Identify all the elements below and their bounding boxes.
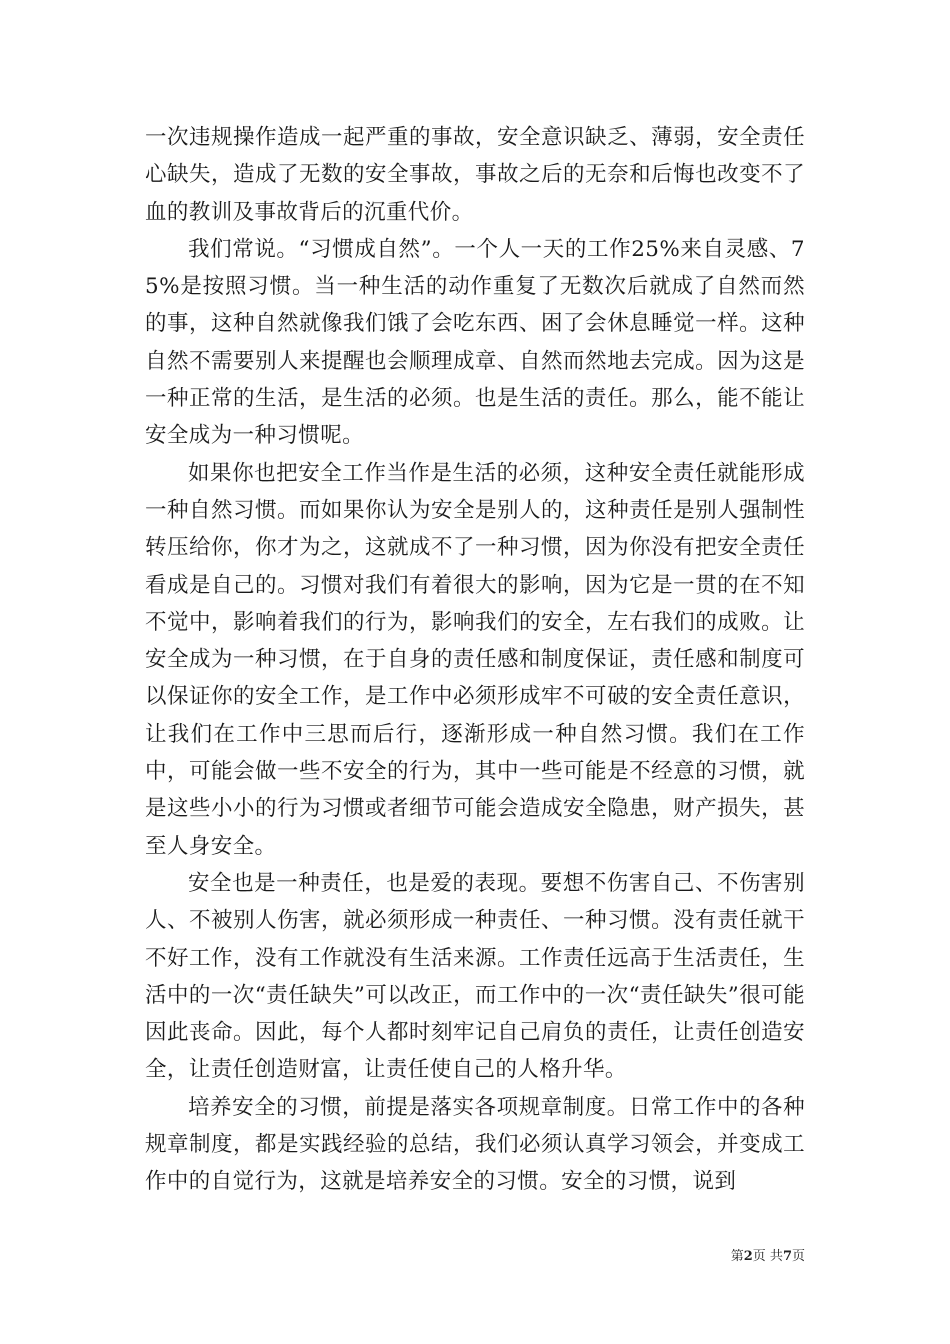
total-page-number: 7: [782, 1249, 792, 1264]
paragraph-3: 如果你也把安全工作当作是生活的必须，这种安全责任就能形成一种自然习惯。而如果你认为安全是别人的，这种责任是别人强制性转压给你，你才为之，这就成不了一种习惯，因为你没有把安全责任看成是自己的。习惯对我们有着很大的影响，因为它是一贯的在不知不觉中，影响着我们的行为，影响我们的安全，左右我们的成败。让安全成为一种习惯，在于自身的责任感和制度保证，责任感和制度可以保证你的安全工作，是工作中必须形成牢不可破的安全责任意识，让我们在工作中三思而后行，逐渐形成一种自然习惯。我们在工作中，可能会做一些不安全的行为，其中一些可能是不经意的习惯，就是这些小小的行为习惯或者细节可能会造成安全隐患，财产损失，甚至人身安全。: [145, 460, 805, 859]
paragraph-2: 我们常说。“习惯成自然”。一个人一天的工作25%来自灵感、75%是按照习惯。当一种生活的动作重复了无数次后就成了自然而然的事，这种自然就像我们饿了会吃东西、困了会休息睡觉一样。这种自然不需要别人来提醒也会顺理成章、自然而然地去完成。因为这是一种正常的生活，是生活的必须。也是生活的责任。那么，能不能让安全成为一种习惯呢。: [145, 236, 805, 449]
paragraph-5: 培养安全的习惯，前提是落实各项规章制度。日常工作中的各种规章制度，都是实践经验的总结，我们必须认真学习领会，并变成工作中的自觉行为，这就是培养安全的习惯。安全的习惯，说到: [145, 1094, 805, 1195]
footer-suffix: 页: [791, 1249, 805, 1264]
paragraph-1: 一次违规操作造成一起严重的事故，安全意识缺乏、薄弱，安全责任心缺失，造成了无数的安全事故，事故之后的无奈和后悔也改变不了血的教训及事故背后的沉重代价。: [145, 125, 805, 225]
paragraph-4: 安全也是一种责任，也是爱的表现。要想不伤害自己、不伤害别人、不被别人伤害，就必须形成一种责任、一种习惯。没有责任就干不好工作，没有工作就没有生活来源。工作责任远高于生活责任，生活中的一次“责任缺失”可以改正，而工作中的一次“责任缺失”很可能因此丧命。因此，每个人都时刻牢记自己肩负的责任，让责任创造安全，让责任创造财富，让责任使自己的人格升华。: [145, 870, 805, 1083]
page-number-footer: [731, 1249, 805, 1265]
footer-prefix: 第: [730, 1249, 744, 1264]
document-body: [145, 119, 805, 1201]
current-page-number: 2: [743, 1249, 753, 1264]
footer-middle: 页 共: [752, 1249, 783, 1264]
